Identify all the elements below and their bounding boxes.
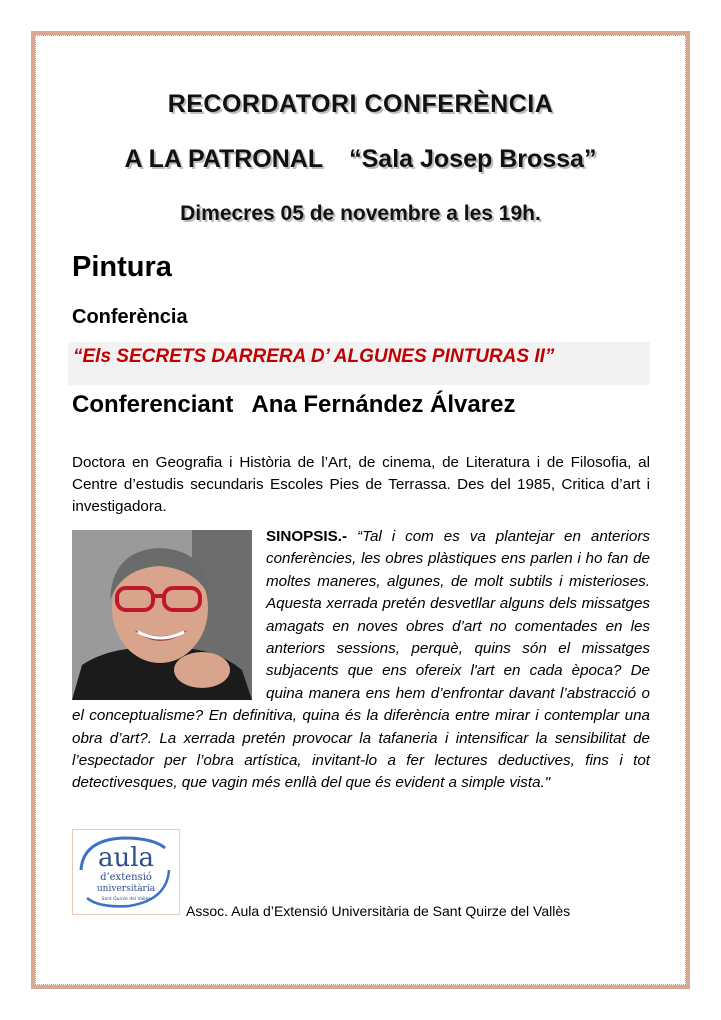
heading-reminder: RECORDATORI CONFERÈNCIA	[167, 90, 554, 118]
logo-line2: universitària	[96, 884, 156, 894]
speaker-bio: Doctora en Geografia i Història de l’Art, de cinema, de Literatura i de Filosofia, al Centre d’estudis secundaris Escoles Pies de Terrassa. Des del 1985, Critica d’art i investigadora.	[72, 454, 650, 515]
synopsis-text: “Tal i com es va plantejar en anteriors conferències, les obres plàstiques ens parlen i ho fan de moltes maneres, algunes, de molt subtils i misterioses. Aquesta xerrada pretén desvetllar alguns dels missatges amagats en noves obres d’art no comentades en les anteriors sessions, perquè, quins són el missatges subjacents que ens ofereix l'art en cada època? De quina manera ens hem d’enfrontar davant l’abstracció o el conceptualisme? En definitiva, quina és la diferència entre mirar i contemplar una obra d’art?. La xerrada pretén provocar la tafaneria i intensificar la sensibilitat de l’espectador per l’obra artística, invitant-lo a fer lectures deductives, fins i tot detectivesques, que vagin més enllà del que és evident a simple vista."	[72, 528, 650, 792]
logo-word: aula	[97, 843, 155, 873]
heading-date: Dimecres 05 de novembre a les 19h.	[180, 202, 541, 225]
aula-logo-mark	[73, 830, 179, 914]
section-title: Pintura	[72, 251, 172, 283]
aula-logo	[72, 829, 180, 915]
logo-line3: Sant Quirze del Vallès	[101, 897, 151, 902]
speaker-name: Ana Fernández Álvarez	[251, 391, 516, 418]
heading-venue-name: A LA PATRONAL	[124, 145, 324, 173]
heading-venue-room: “Sala Josep Brossa”	[349, 145, 597, 173]
event-kind: Conferència	[72, 306, 188, 328]
speaker-row	[72, 391, 515, 419]
logo-line1: d’extensió	[100, 872, 152, 883]
heading-venue	[0, 145, 721, 174]
synopsis-label: SINOPSIS.-	[266, 528, 348, 545]
talk-title: “Els SECRETS DARRERA D’ ALGUNES PINTURAS II”	[73, 346, 555, 367]
footer-association: Assoc. Aula d’Extensió Universitària de Sant Quirze del Vallès	[186, 903, 571, 919]
synopsis	[72, 526, 650, 795]
speaker-label: Conferenciant	[72, 391, 234, 418]
